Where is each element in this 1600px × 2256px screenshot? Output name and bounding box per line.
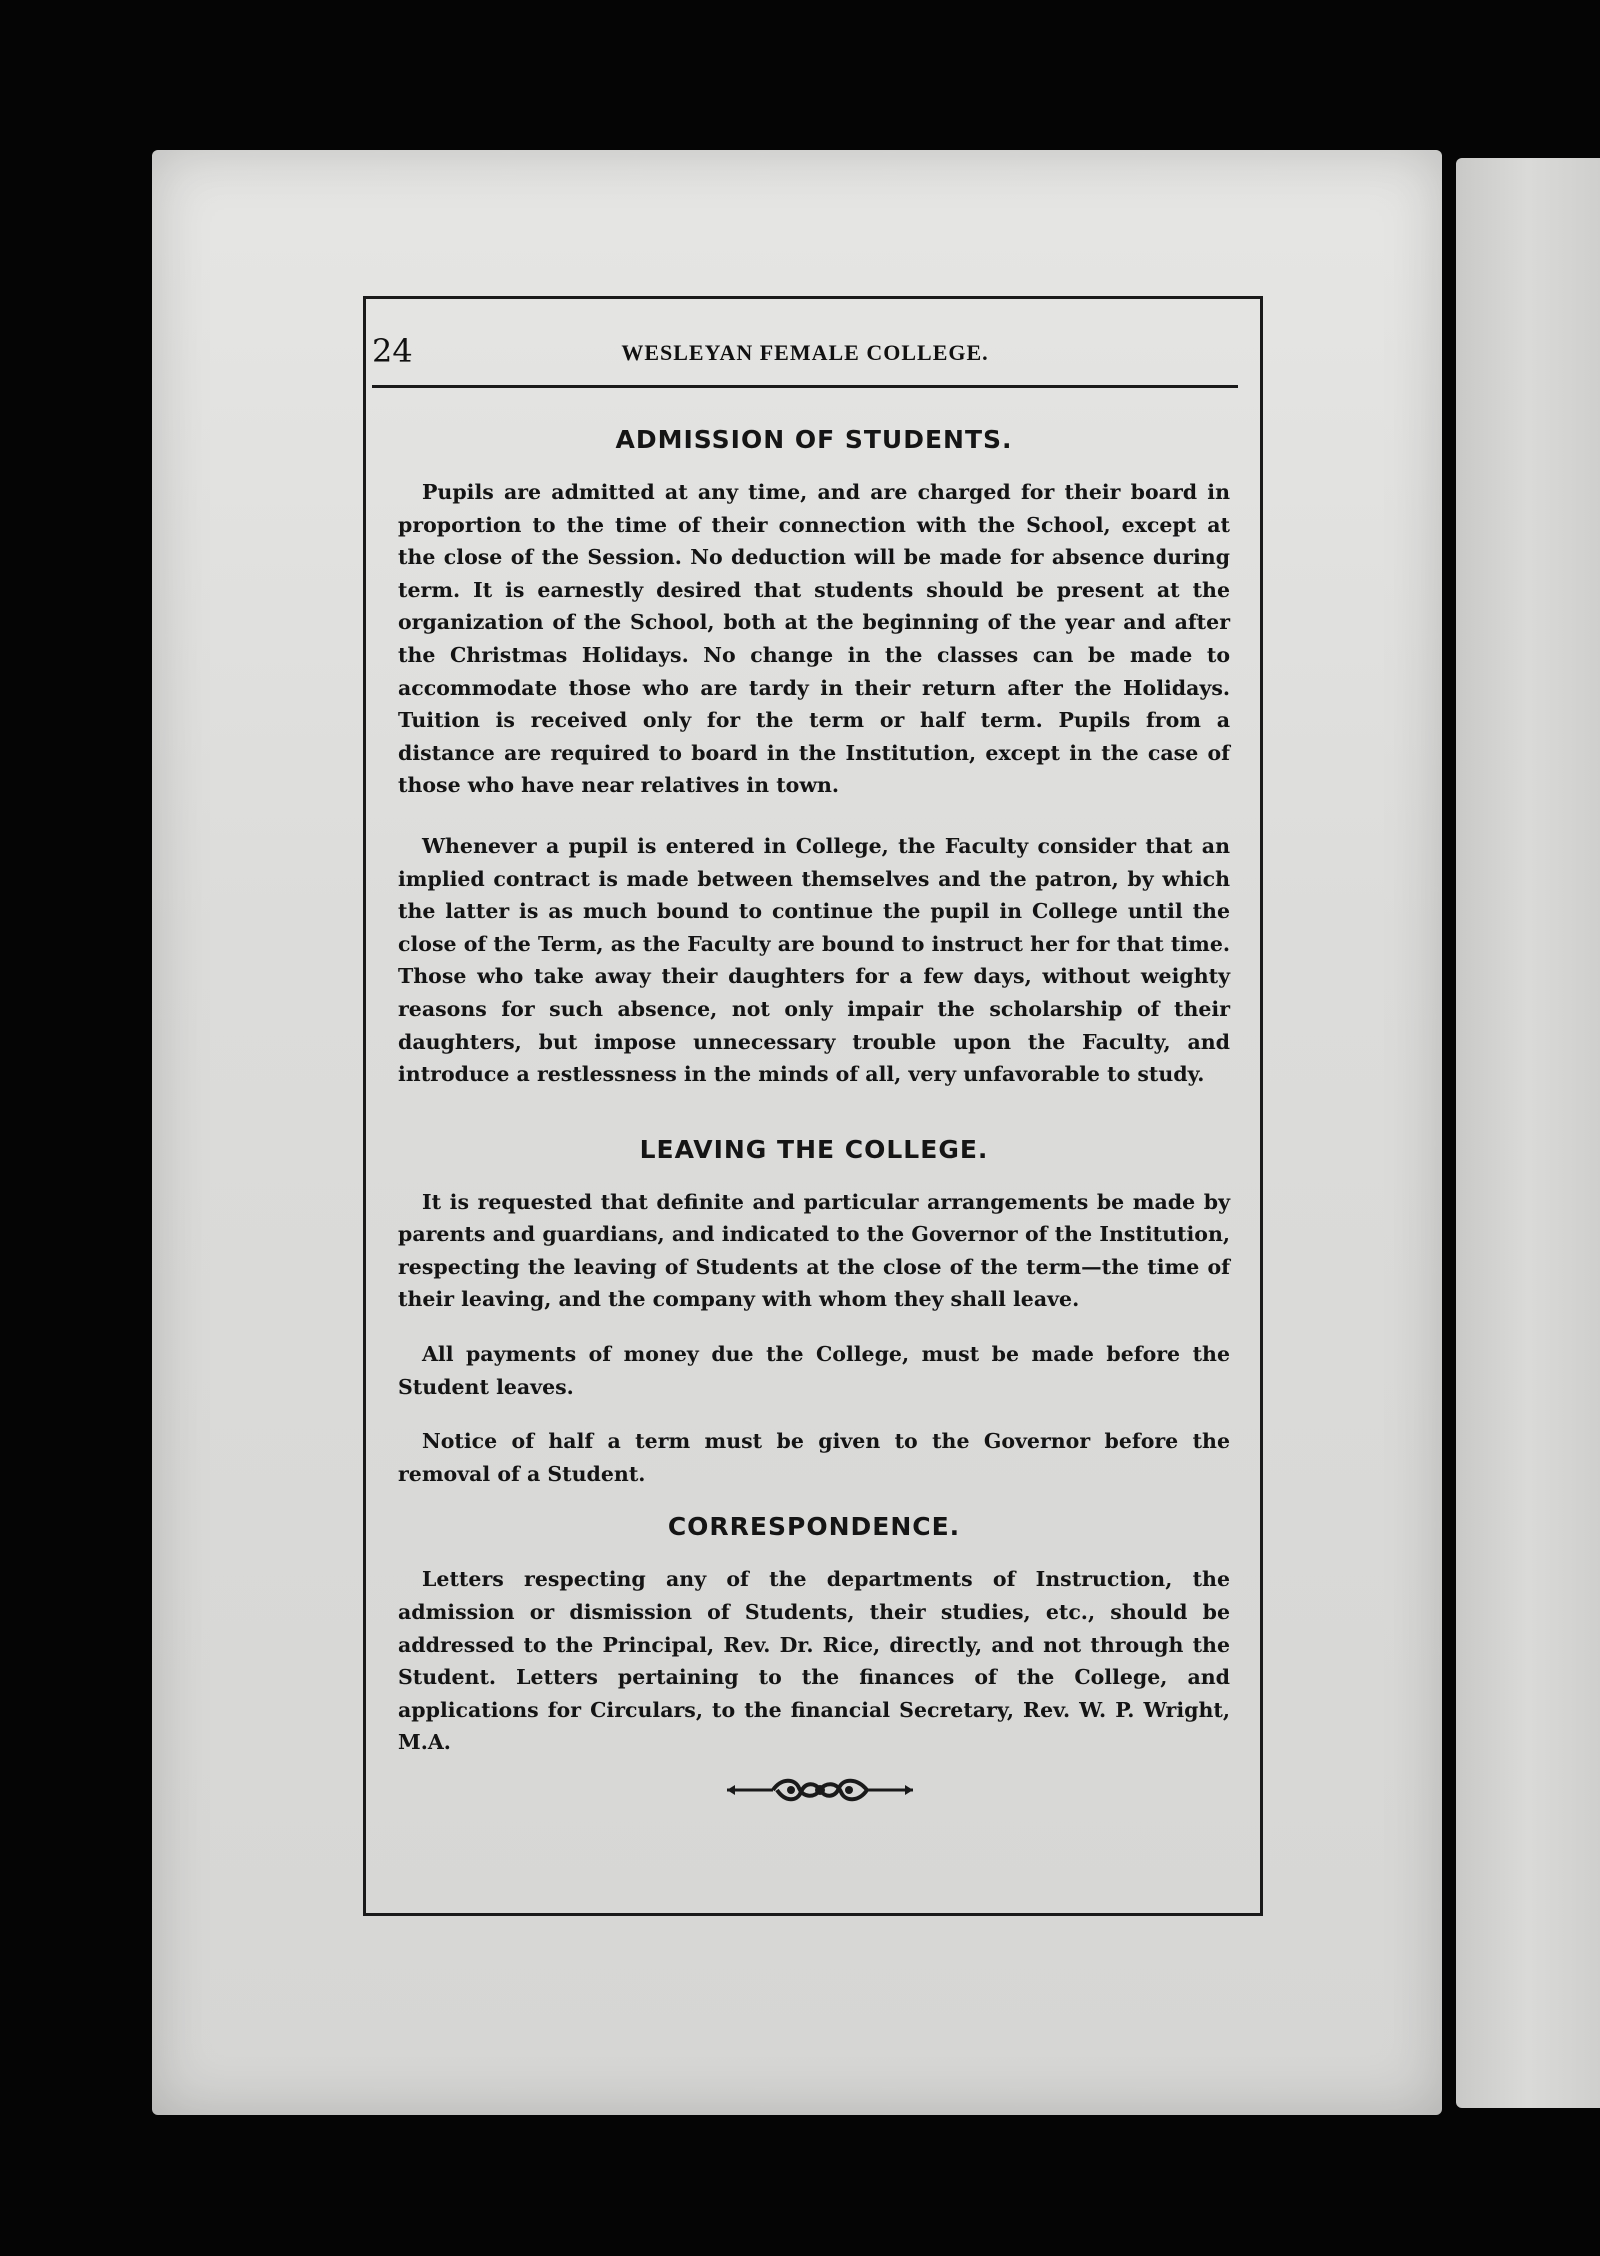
- leaving-paragraph-3: Notice of half a term must be given to the Governor before the removal of a Student.: [398, 1429, 1230, 1486]
- running-title: WESLEYAN FEMALE COLLEGE.: [621, 340, 989, 365]
- correspondence-paragraph: Letters respecting any of the departments of Instruction, the admission or dismission of Students, their studies, etc., should be addressed to the Principal, Rev. Dr. Rice, directly, and not through the Student. Letters pertaining to the finances of the College, and applications for Circulars, to the financial Secretary, Rev. W. P. Wright, M.A.: [398, 1567, 1230, 1755]
- admission-heading: ADMISSION OF STUDENTS.: [615, 425, 1013, 454]
- admission-paragraph-1: Pupils are admitted at any time, and are charged for their board in proportion to the time of their connection with the School, except at the close of the Session. No deduction will be made for absence during term. It is earnestly desired that students should be present at the organization of the School, both at the beginning of the year and after the Christmas Holidays. No change in the classes can be made to accommodate those who are tardy in their return after the Holidays. Tuition is received only for the term or half term. Pupils from a distance are required to board in the Institution, except in the case of those who have near relatives in town.: [398, 480, 1230, 798]
- facing-page-edge: [1456, 158, 1600, 2108]
- page-number: 24: [372, 332, 413, 370]
- admission-paragraph-2: Whenever a pupil is entered in College, the Faculty consider that an implied contract is made between themselves and the patron, by which the latter is as much bound to continue the pupil in College until the close of the Term, as the Faculty are bound to instruct her for that time. Those who take away their daughters for a few days, without weighty reasons for such absence, not only impair the scholarship of their daughters, but impose unnecessary trouble upon the Faculty, and introduce a restlessness in the minds of all, very unfavorable to study.: [398, 833, 1230, 1087]
- running-header: [372, 332, 1238, 388]
- flourish-ornament-icon: [725, 1770, 915, 1810]
- leaving-heading: LEAVING THE COLLEGE.: [639, 1134, 989, 1164]
- page-content: [398, 425, 1230, 1759]
- correspondence-heading: CORRESPONDENCE.: [667, 1512, 961, 1542]
- leaving-paragraph-1: It is requested that definite and particular arrangements be made by parents and guardians, and indicated to the Governor of the Institution, respecting the leaving of Students at the close of the term—the time of their leaving, and the company with whom they shall leave.: [398, 1189, 1230, 1312]
- leaving-paragraph-2: All payments of money due the College, must be made before the Student leaves.: [398, 1342, 1230, 1399]
